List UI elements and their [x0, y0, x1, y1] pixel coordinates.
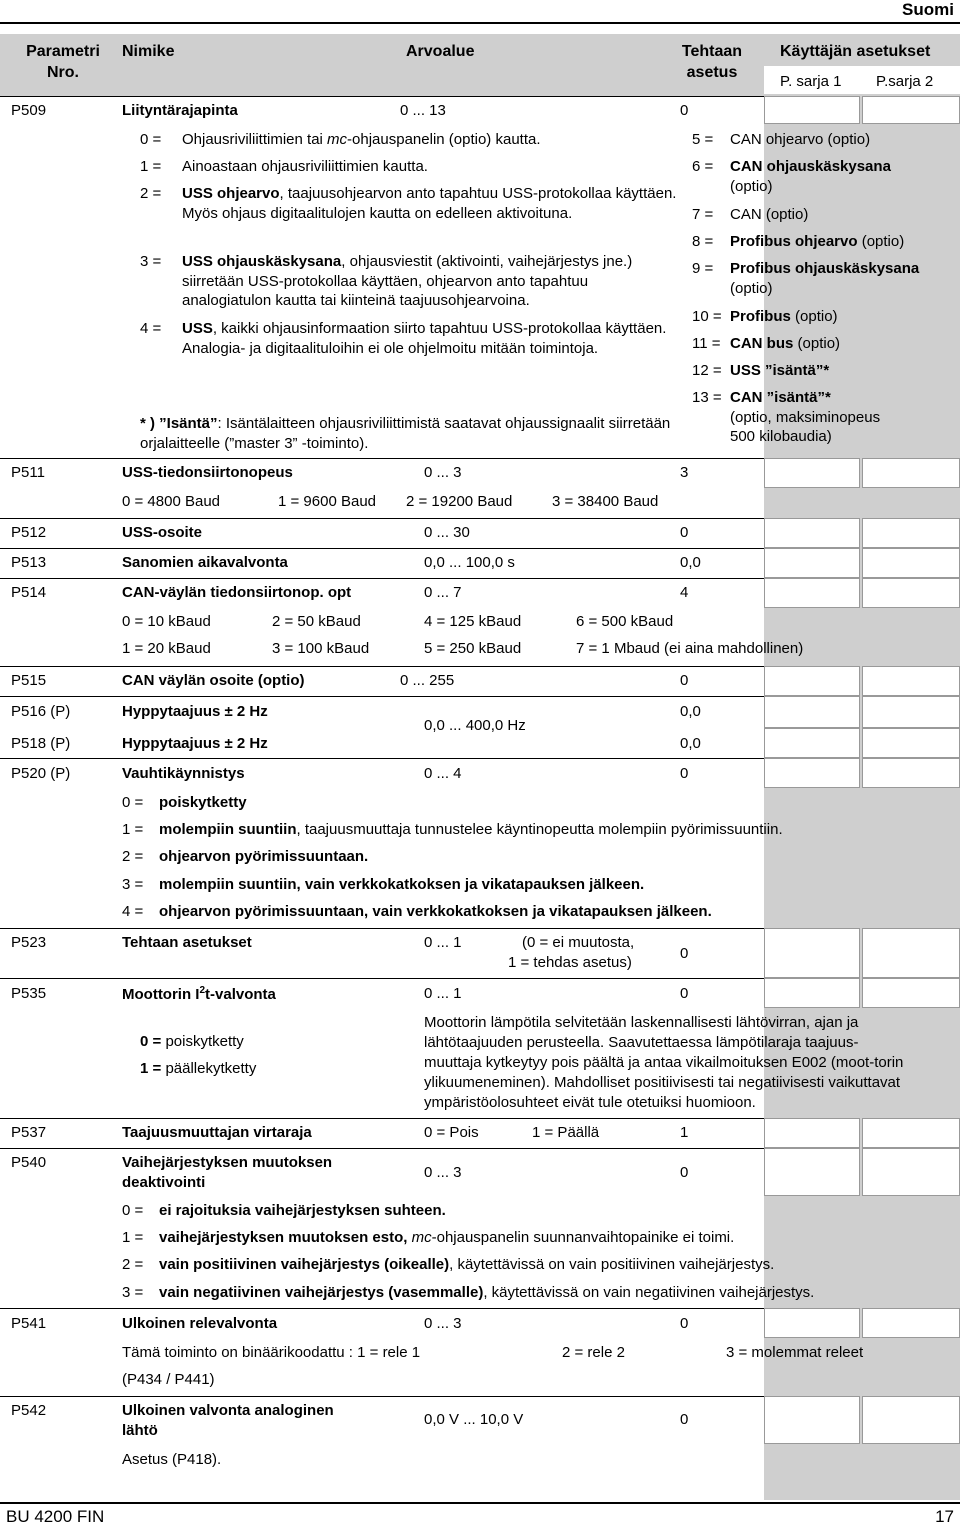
- p535-number: P535: [11, 985, 47, 1002]
- p535-opt1: 1 = päällekytketty: [140, 1060, 257, 1077]
- p512-range: 0 ... 30: [424, 524, 470, 541]
- p514-set1-box[interactable]: [764, 578, 860, 608]
- col-set-1: P. sarja 1: [780, 73, 842, 90]
- p541-opt2: 2 = rele 2: [562, 1344, 625, 1361]
- p523-set1-box[interactable]: [764, 928, 860, 978]
- p512-set1-box[interactable]: [764, 518, 860, 548]
- p509-default: 0: [680, 102, 689, 119]
- p516-name: Hyppytaajuus ± 2 Hz: [122, 703, 268, 720]
- p520-opt4-key: 4 =: [122, 903, 144, 920]
- p509-opt10-key: 10 =: [692, 308, 722, 325]
- p509-set2-box[interactable]: [862, 96, 960, 124]
- p511-number: P511: [11, 464, 45, 481]
- p540-name: Vaihejärjestyksen muutoksen deaktivointi: [122, 1154, 333, 1191]
- row-separator: [0, 1396, 764, 1397]
- p509-opt5-key: 5 =: [692, 131, 714, 148]
- p520-opt3: molempiin suuntiin, vain verkkokatkoksen ja vikatapauksen jälkeen.: [159, 876, 645, 893]
- p537-default: 1: [680, 1124, 689, 1141]
- p542-reference: Asetus (P418).: [122, 1451, 222, 1468]
- p535-opt0: 0 = poiskytketty: [140, 1033, 244, 1050]
- row-separator: [0, 96, 764, 97]
- p542-name: Ulkoinen valvonta analoginen lähtö: [122, 1402, 334, 1439]
- p515-set2-box[interactable]: [862, 666, 960, 696]
- p541-description: Tämä toiminto on binäärikoodattu : 1 = rele 1: [122, 1344, 421, 1361]
- p520-range: 0 ... 4: [424, 765, 462, 782]
- p523-range: 0 ... 1: [424, 934, 462, 951]
- p540-opt1-key: 1 =: [122, 1229, 144, 1246]
- p509-opt13: CAN ”isäntä”* (optio, maksiminopeus 500 kilobaudia): [730, 389, 881, 445]
- p515-default: 0: [680, 672, 689, 689]
- p518-name: Hyppytaajuus ± 2 Hz: [122, 735, 268, 752]
- p518-set1-box[interactable]: [764, 728, 860, 758]
- p520-default: 0: [680, 765, 689, 782]
- p518-default: 0,0: [680, 735, 701, 752]
- p523-default: 0: [680, 945, 689, 962]
- p537-opt1: 1 = Päällä: [532, 1124, 600, 1141]
- p509-opt1-key: 1 =: [140, 158, 162, 175]
- p512-set2-box[interactable]: [862, 518, 960, 548]
- p509-opt12: USS ”isäntä”*: [730, 362, 830, 379]
- p514-opt: 5 = 250 kBaud: [424, 640, 522, 657]
- p520-opt1-key: 1 =: [122, 821, 144, 838]
- p540-opt2-key: 2 =: [122, 1256, 144, 1273]
- p542-set1-box[interactable]: [764, 1396, 860, 1444]
- p541-name: Ulkoinen relevalvonta: [122, 1315, 278, 1332]
- row-separator: [0, 666, 764, 667]
- p513-default: 0,0: [680, 554, 701, 571]
- p541-set1-box[interactable]: [764, 1308, 860, 1338]
- p515-set1-box[interactable]: [764, 666, 860, 696]
- p509-opt8: Profibus ohjearvo (optio): [730, 233, 905, 250]
- footer-page-number: 17: [935, 1507, 954, 1526]
- p541-set2-box[interactable]: [862, 1308, 960, 1338]
- p514-number: P514: [11, 584, 47, 601]
- p537-number: P537: [11, 1124, 47, 1141]
- p523-set2-box[interactable]: [862, 928, 960, 978]
- p513-range: 0,0 ... 100,0 s: [424, 554, 515, 571]
- p541-number: P541: [11, 1315, 47, 1332]
- p520-opt2: ohjearvon pyörimissuuntaan.: [159, 848, 369, 865]
- p516-set1-box[interactable]: [764, 696, 860, 728]
- p509-opt3: USS ohjauskäskysana, ohjausviestit (aktivointi, vaihejärjestys jne.) siirretään USS-protokollaa käyttäen, ohjearvon anto tapahtuu analogiatulon kautta tai kiinteinä taajuusohjearvoina.: [182, 253, 633, 309]
- p520-number: P520 (P): [11, 765, 71, 782]
- row-separator: [0, 548, 764, 549]
- p509-opt9-key: 9 =: [692, 260, 714, 277]
- p518-number: P518 (P): [11, 735, 71, 752]
- p512-default: 0: [680, 524, 689, 541]
- row-separator: [0, 928, 764, 929]
- p516-default: 0,0: [680, 703, 701, 720]
- p518-set2-box[interactable]: [862, 728, 960, 758]
- p509-set1-box[interactable]: [764, 96, 860, 124]
- p542-number: P542: [11, 1402, 47, 1419]
- p511-set1-box[interactable]: [764, 458, 860, 488]
- top-rule: [0, 22, 960, 24]
- col-user-settings: Käyttäjän asetukset: [780, 43, 931, 60]
- language-label: Suomi: [902, 0, 954, 19]
- p537-set2-box[interactable]: [862, 1118, 960, 1148]
- p509-opt1: Ainoastaan ohjausriviliittimien kautta.: [182, 158, 428, 175]
- p542-range: 0,0 V ... 10,0 V: [424, 1411, 524, 1428]
- footer-doc-id: BU 4200 FIN: [6, 1507, 105, 1526]
- p511-name: USS-tiedonsiirtonopeus: [122, 464, 293, 481]
- p520-set1-box[interactable]: [764, 758, 860, 788]
- p514-name: CAN-väylän tiedonsiirtonop. opt: [122, 584, 352, 601]
- p537-name: Taajuusmuuttajan virtaraja: [122, 1124, 312, 1141]
- p516-p518-range: 0,0 ... 400,0 Hz: [424, 717, 526, 734]
- p541-reference: (P434 / P441): [122, 1371, 215, 1388]
- p512-number: P512: [11, 524, 47, 541]
- p540-opt1: vaihejärjestyksen muutoksen esto, mc-ohjauspanelin suunnanvaihtopainike ei toimi.: [159, 1229, 735, 1246]
- p540-opt3: vain negatiivinen vaihejärjestys (vasemmalle), käytettävissä on vain negatiivinen vaihejärjestys.: [159, 1284, 815, 1301]
- p514-default: 4: [680, 584, 689, 601]
- p513-name: Sanomien aikavalvonta: [122, 554, 288, 571]
- p541-range: 0 ... 3: [424, 1315, 462, 1332]
- p511-opt: 2 = 19200 Baud: [406, 493, 513, 510]
- p516-number: P516 (P): [11, 703, 71, 720]
- col-range: Arvoalue: [406, 43, 475, 60]
- p514-opt: 6 = 500 kBaud: [576, 613, 674, 630]
- p520-opt1: molempiin suuntiin, taajuusmuuttaja tunnustelee käyntinopeutta molempiin pyörimissuuntiin.: [159, 821, 783, 838]
- p509-opt0: Ohjausriviliittimien tai mc-ohjauspanelin (optio) kautta.: [182, 131, 541, 148]
- p541-default: 0: [680, 1315, 689, 1332]
- p514-opt: 2 = 50 kBaud: [272, 613, 361, 630]
- p541-opt3: 3 = molemmat releet: [726, 1344, 864, 1361]
- p535-description: Moottorin lämpötila selvitetään laskennallisesti lähtövirran, ajan ja lähtötaajuuden perusteella. Saavutettaessa lämpötilaraja taajuus-muuttaja kytkeytyy pois päältä ja antaa vikailmoituksen E002 (moot-torin ylikuumeneminen). Mahdolliset positiivisesti tai negatiivisesti vaikuttavat ympäristöolosuhteet eivät tule otetuiksi huomioon.: [424, 1014, 904, 1111]
- p520-opt0: poiskytketty: [159, 794, 247, 811]
- p520-opt2-key: 2 =: [122, 848, 144, 865]
- row-separator: [0, 458, 764, 459]
- p535-default: 0: [680, 985, 689, 1002]
- p540-default: 0: [680, 1164, 689, 1181]
- row-separator: [0, 696, 764, 697]
- p540-set2-box[interactable]: [862, 1148, 960, 1196]
- p509-opt9: Profibus ohjauskäskysana (optio): [730, 260, 920, 297]
- row-separator: [0, 578, 764, 579]
- p509-opt6-key: 6 =: [692, 158, 714, 175]
- p540-opt2: vain positiivinen vaihejärjestys (oikealle), käytettävissä on vain positiivinen vaihejärjestys.: [159, 1256, 775, 1273]
- p509-opt5: CAN ohjearvo (optio): [730, 131, 871, 148]
- p511-range: 0 ... 3: [424, 464, 462, 481]
- p514-opt: 1 = 20 kBaud: [122, 640, 211, 657]
- p542-set2-box[interactable]: [862, 1396, 960, 1444]
- p509-opt2: USS ohjearvo, taajuusohjearvon anto tapahtuu USS-protokollaa käyttäen. Myös ohjaus digitaalitulojen kautta on edelleen aktivoituna.: [182, 185, 677, 222]
- p540-range: 0 ... 3: [424, 1164, 462, 1181]
- p514-range: 0 ... 7: [424, 584, 462, 601]
- p509-number: P509: [11, 102, 47, 119]
- col-param-no: Parametri Nro.: [26, 43, 100, 81]
- row-separator: [0, 978, 764, 979]
- p509-opt2-key: 2 =: [140, 185, 162, 202]
- p511-opt: 0 = 4800 Baud: [122, 493, 221, 510]
- p520-set2-box[interactable]: [862, 758, 960, 788]
- p540-number: P540: [11, 1154, 47, 1171]
- p509-name: Liityntärajapinta: [122, 102, 238, 119]
- p535-set2-box[interactable]: [862, 978, 960, 1008]
- p511-opt: 1 = 9600 Baud: [278, 493, 377, 510]
- p514-opt: 3 = 100 kBaud: [272, 640, 370, 657]
- row-separator: [0, 758, 764, 759]
- p520-name: Vauhtikäynnistys: [122, 765, 245, 782]
- p509-opt6: CAN ohjauskäskysana (optio): [730, 158, 891, 195]
- p511-opt: 3 = 38400 Baud: [552, 493, 659, 510]
- p535-range: 0 ... 1: [424, 985, 462, 1002]
- p512-name: USS-osoite: [122, 524, 203, 541]
- p537-opt0: 0 = Pois: [424, 1124, 479, 1141]
- p509-opt7: CAN (optio): [730, 206, 809, 223]
- p515-number: P515: [11, 672, 47, 689]
- p509-opt3-key: 3 =: [140, 253, 162, 270]
- p540-set1-box[interactable]: [764, 1148, 860, 1196]
- p509-master-note: * ) ”Isäntä”: Isäntälaitteen ohjausriviliittimistä saatavat ohjaussignaalit siirretään orjalaitteelle (”master 3” -toiminto).: [140, 415, 671, 452]
- p515-name: CAN väylän osoite (optio): [122, 672, 305, 689]
- p509-opt8-key: 8 =: [692, 233, 714, 250]
- p540-opt0: ei rajoituksia vaihejärjestyksen suhteen.: [159, 1202, 446, 1219]
- p509-opt12-key: 12 =: [692, 362, 722, 379]
- p509-opt13-key: 13 =: [692, 389, 722, 406]
- p509-opt11: CAN bus (optio): [730, 335, 841, 352]
- p509-opt4-key: 4 =: [140, 320, 162, 337]
- col-name: Nimike: [122, 43, 175, 60]
- p509-opt10: Profibus (optio): [730, 308, 838, 325]
- row-separator: [0, 1118, 764, 1119]
- col-set-2: P.sarja 2: [876, 73, 934, 90]
- p537-set1-box[interactable]: [764, 1118, 860, 1148]
- p509-opt4: USS, kaikki ohjausinformaation siirto tapahtuu USS-protokollaa käyttäen. Analogia- ja digitaalituloihin ei ole ohjelmoitu mitään toimintoja.: [182, 320, 667, 357]
- col-default: Tehtaan asetus: [681, 43, 743, 81]
- p535-set1-box[interactable]: [764, 978, 860, 1008]
- p514-opt: 7 = 1 Mbaud (ei aina mahdollinen): [576, 640, 804, 657]
- p520-opt3-key: 3 =: [122, 876, 144, 893]
- p540-opt3-key: 3 =: [122, 1284, 144, 1301]
- p520-opt4: ohjearvon pyörimissuuntaan, vain verkkokatkoksen ja vikatapauksen jälkeen.: [159, 903, 712, 920]
- row-separator: [0, 1308, 764, 1309]
- p511-default: 3: [680, 464, 689, 481]
- p523-name: Tehtaan asetukset: [122, 934, 252, 951]
- p509-opt7-key: 7 =: [692, 206, 714, 223]
- p520-opt0-key: 0 =: [122, 794, 144, 811]
- p509-range: 0 ... 13: [400, 102, 446, 119]
- p514-opt: 4 = 125 kBaud: [424, 613, 522, 630]
- p513-set1-box[interactable]: [764, 548, 860, 578]
- p540-opt0-key: 0 =: [122, 1202, 144, 1219]
- row-separator: [0, 1148, 764, 1149]
- p513-set2-box[interactable]: [862, 548, 960, 578]
- p542-default: 0: [680, 1411, 689, 1428]
- p523-note: (0 = ei muutosta, 1 = tehdas asetus): [508, 934, 635, 971]
- p514-opt: 0 = 10 kBaud: [122, 613, 211, 630]
- p515-range: 0 ... 255: [400, 672, 455, 689]
- p523-number: P523: [11, 934, 47, 951]
- p516-set2-box[interactable]: [862, 696, 960, 728]
- p513-number: P513: [11, 554, 47, 571]
- p511-set2-box[interactable]: [862, 458, 960, 488]
- p509-opt11-key: 11 =: [692, 335, 721, 352]
- p535-name: Moottorin $I^2t$-valvonta: [122, 985, 276, 1003]
- p509-opt0-key: 0 =: [140, 131, 162, 148]
- p514-set2-box[interactable]: [862, 578, 960, 608]
- row-separator: [0, 518, 764, 519]
- footer-rule: [0, 1502, 960, 1504]
